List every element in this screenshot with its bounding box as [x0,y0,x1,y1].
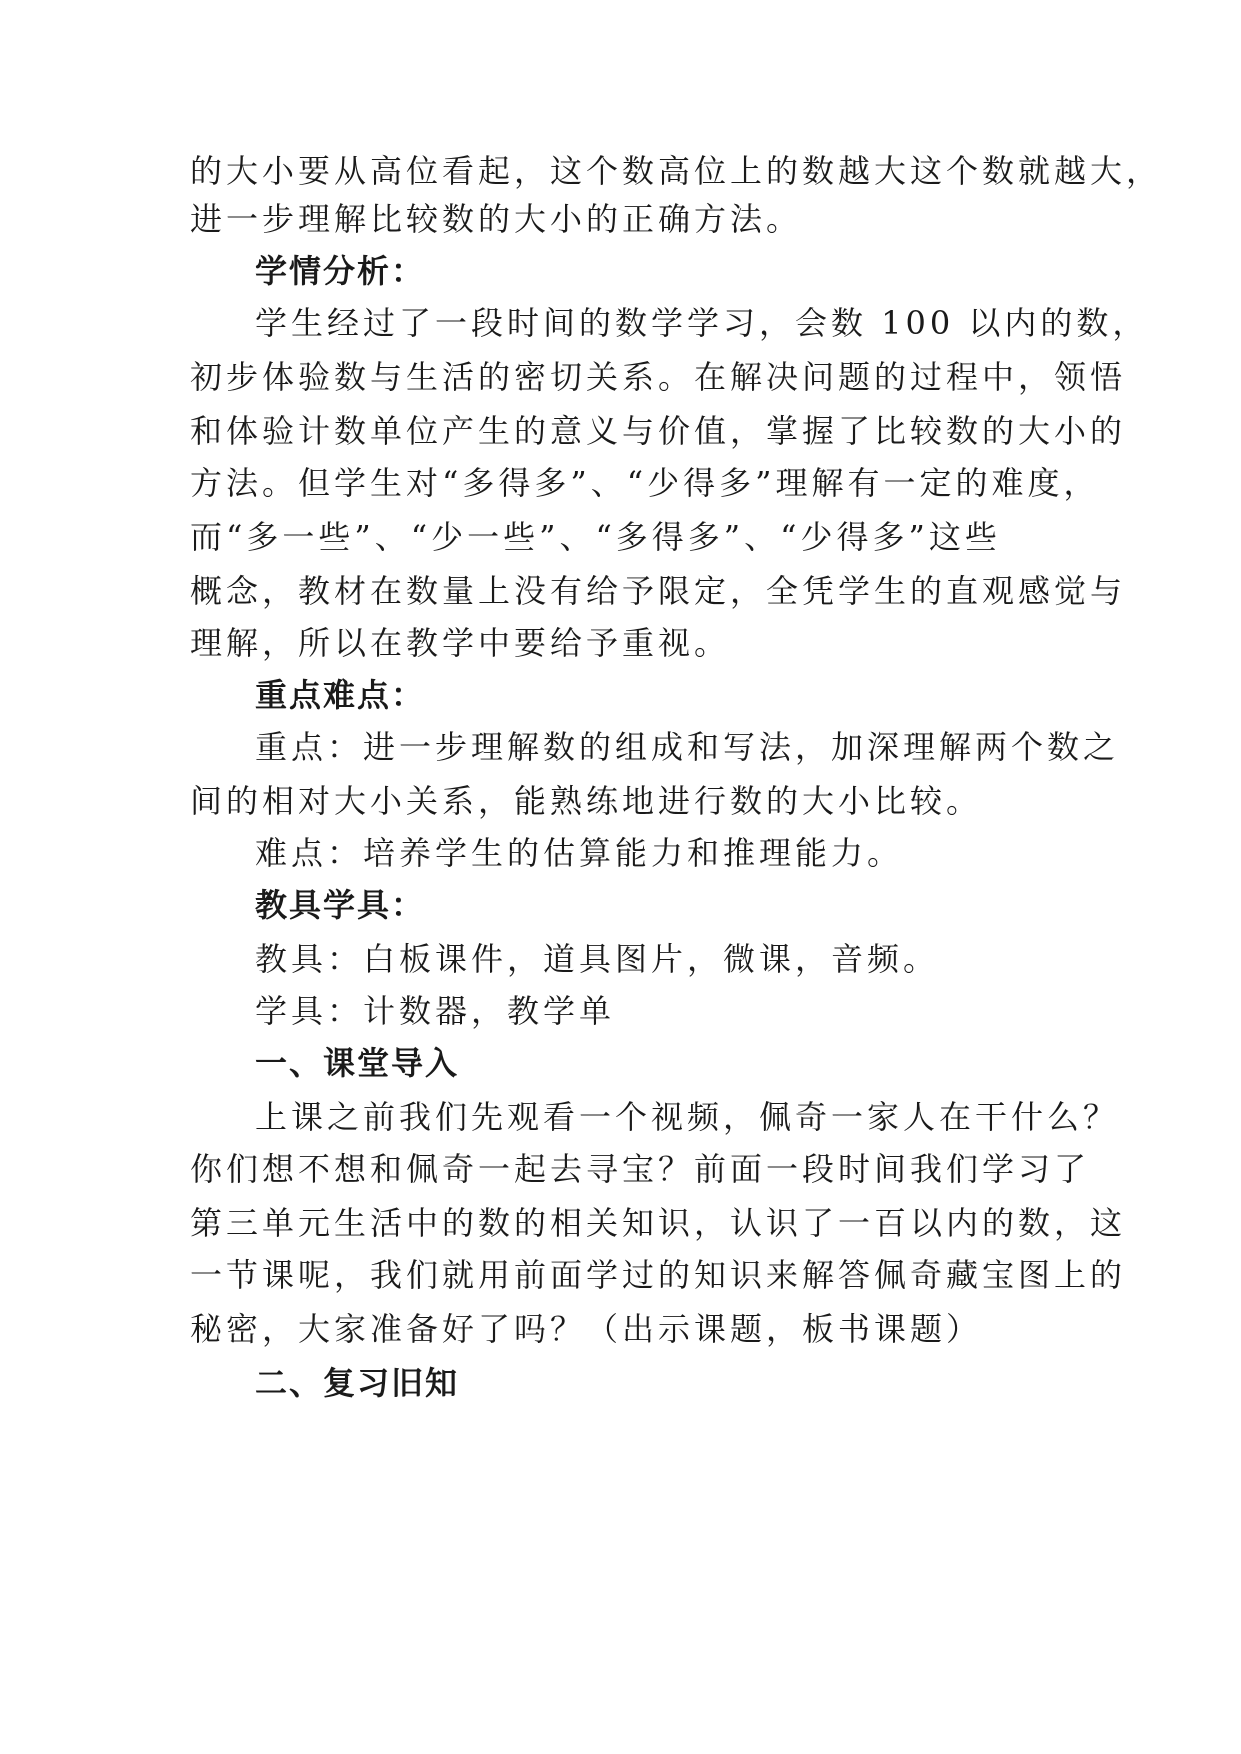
zhongdian-line-3: 难点：培养学生的估算能力和推理能力。 [255,834,904,872]
xueqing-line-4: 方法。但学生对“多得多”、“少得多”理解有一定的难度， [190,464,1100,502]
section-heading-xueqing: 学情分析： [255,252,426,290]
xueqing-line-2: 初步体验数与生活的密切关系。在解决问题的过程中，领悟 [190,358,1127,396]
xueqing-line-7: 理解，所以在教学中要给予重视。 [190,624,731,662]
xueqing-line-5: 而“多一些”、“少一些”、“多得多”、“少得多”这些 [190,518,1001,556]
intro-line-2: 进一步理解比较数的大小的正确方法。 [190,200,803,238]
xueqing-line-3: 和体验计数单位产生的意义与价值，掌握了比较数的大小的 [190,412,1127,450]
daoru-line-1: 上课之前我们先观看一个视频，佩奇一家人在干什么？ [255,1098,1120,1136]
daoru-line-3: 第三单元生活中的数的相关知识，认识了一百以内的数，这 [190,1204,1127,1242]
xueqing-line-1: 学生经过了一段时间的数学学习，会数 100 以内的数， [255,304,1149,342]
daoru-line-5: 秘密，大家准备好了吗？（出示课题，板书课题） [190,1310,983,1348]
intro-line-1: 的大小要从高位看起，这个数高位上的数越大这个数就越大， [190,152,1163,190]
section-heading-jiaoju: 教具学具： [255,886,426,924]
zhongdian-line-1: 重点：进一步理解数的组成和写法，加深理解两个数之 [255,728,1120,766]
daoru-line-4: 一节课呢，我们就用前面学过的知识来解答佩奇藏宝图上的 [190,1256,1127,1294]
section-heading-daoru: 一、课堂导入 [255,1044,460,1082]
jiaoju-line-1: 教具：白板课件，道具图片，微课，音频。 [255,940,940,978]
zhongdian-line-2: 间的相对大小关系，能熟练地进行数的大小比较。 [190,782,983,820]
jiaoju-line-2: 学具：计数器，教学单 [255,992,616,1030]
section-heading-fuxi: 二、复习旧知 [255,1364,460,1402]
xueqing-line-6: 概念，教材在数量上没有给予限定，全凭学生的直观感觉与 [190,572,1127,610]
section-heading-zhongdian: 重点难点： [255,676,426,714]
daoru-line-2: 你们想不想和佩奇一起去寻宝？前面一段时间我们学习了 [190,1150,1091,1188]
